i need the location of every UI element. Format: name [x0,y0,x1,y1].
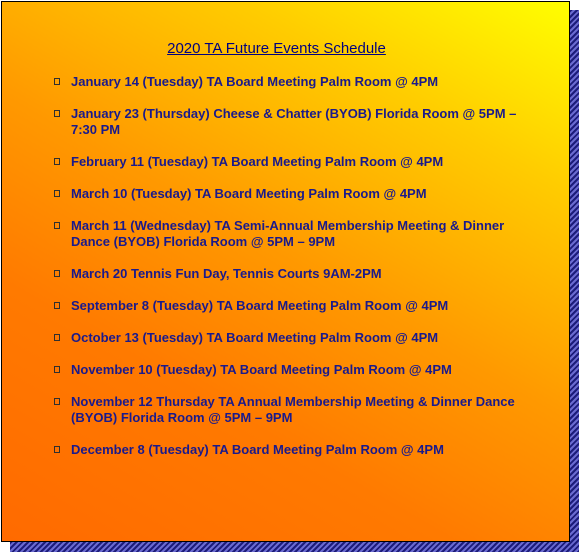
schedule-title: 2020 TA Future Events Schedule [167,40,386,57]
event-text: March 11 (Wednesday) TA Semi-Annual Membership Meeting & Dinner Dance (BYOB) Florida Room @ 5PM – 9PM [71,218,505,249]
bullet-box-icon [54,446,60,453]
list-item [54,186,534,202]
bullet-box-icon [54,270,60,277]
list-item [54,298,534,314]
event-text: December 8 (Tuesday) TA Board Meeting Palm Room @ 4PM [71,442,444,457]
list-item [54,74,534,90]
event-text: March 20 Tennis Fun Day, Tennis Courts 9AM-2PM [71,266,382,281]
list-item [54,266,534,282]
event-text: October 13 (Tuesday) TA Board Meeting Palm Room @ 4PM [71,330,439,345]
list-item [54,394,534,426]
bullet-box-icon [54,190,60,197]
list-item [54,154,534,170]
list-item [54,442,534,458]
bullet-box-icon [54,334,60,341]
bullet-box-icon [54,222,60,229]
list-item [54,106,534,138]
event-text: November 10 (Tuesday) TA Board Meeting Palm Room @ 4PM [71,362,452,377]
bullet-box-icon [54,302,60,309]
schedule-panel [1,1,570,542]
bullet-box-icon [54,78,60,85]
event-text: November 12 Thursday TA Annual Membership Meeting & Dinner Dance (BYOB) Florida Room @ 5PM – 9PM [71,394,515,425]
event-text: January 23 (Thursday) Cheese & Chatter (BYOB) Florida Room @ 5PM – 7:30 PM [71,106,517,137]
list-item [54,218,534,250]
bullet-box-icon [54,398,60,405]
bullet-box-icon [54,110,60,117]
event-text: January 14 (Tuesday) TA Board Meeting Palm Room @ 4PM [71,74,439,89]
event-text: February 11 (Tuesday) TA Board Meeting Palm Room @ 4PM [71,154,444,169]
list-item [54,330,534,346]
event-text: September 8 (Tuesday) TA Board Meeting Palm Room @ 4PM [71,298,449,313]
bullet-box-icon [54,158,60,165]
bullet-box-icon [54,366,60,373]
event-list [54,74,534,474]
event-text: March 10 (Tuesday) TA Board Meeting Palm Room @ 4PM [71,186,427,201]
list-item [54,362,534,378]
